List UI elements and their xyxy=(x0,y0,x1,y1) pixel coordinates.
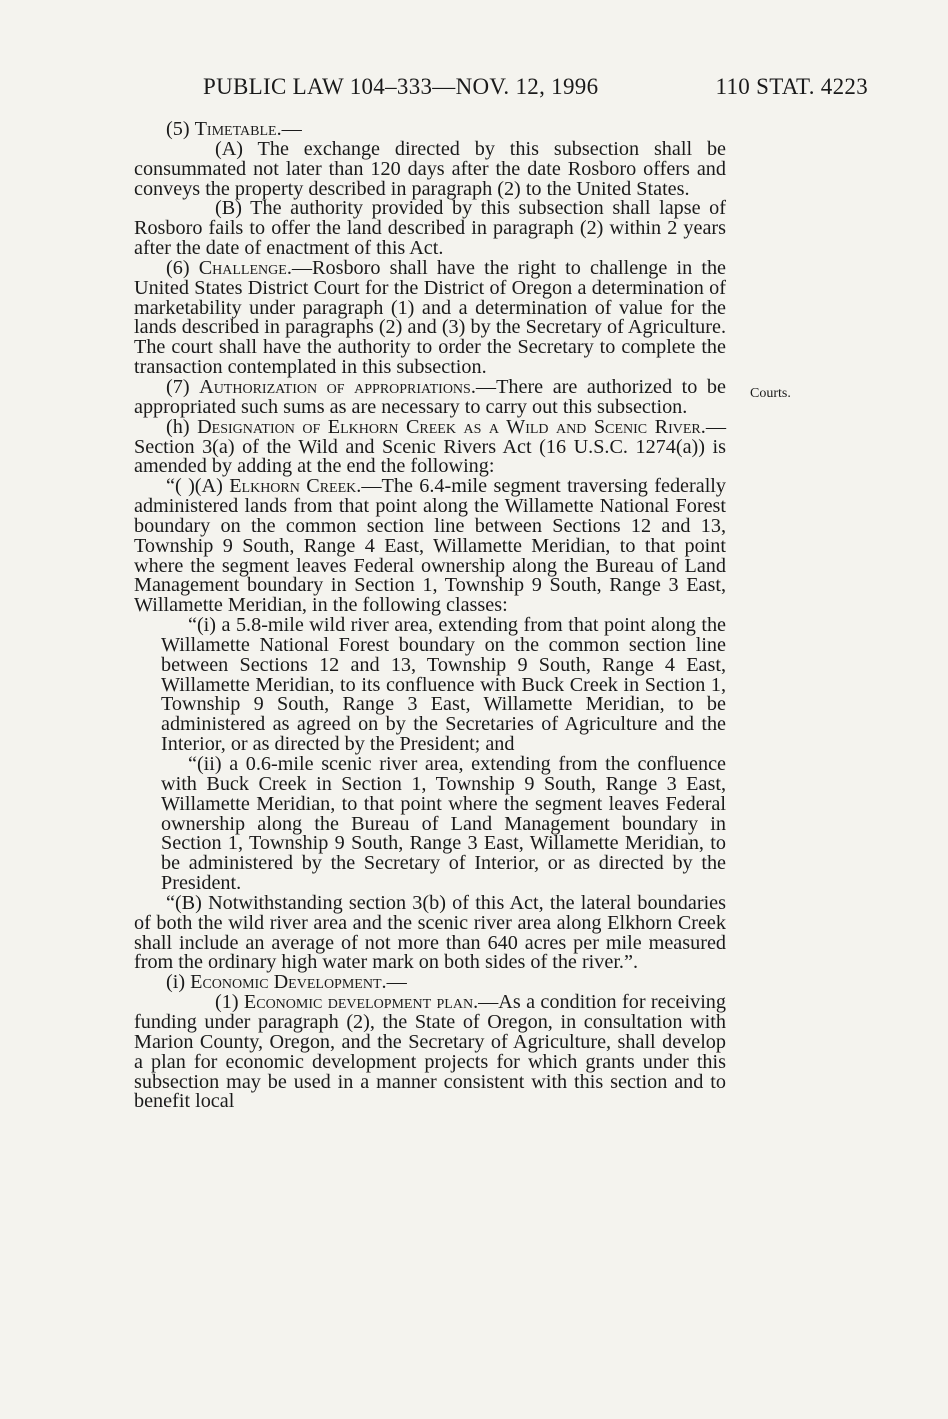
header-stat: 110 STAT. 4223 xyxy=(715,74,868,99)
paragraph-wild-river-area: “(i) a 5.8-mile wild river area, extending from that point along the Willamette National Forest boundary on the common section line between Sections 12 and 13, Township 9 South, Range 4 East, Willamette Meridian, to its confluence with Buck Creek in Section 1, Township 9 South, Range 3 East, Willamette Meridian, to be administered as agreed on by the Secretaries of Agriculture and the Interior, or as directed by the President; and xyxy=(161,614,726,756)
paragraph-i-economic-development: (i) Economic Development.— xyxy=(166,971,407,994)
margin-note: Courts. xyxy=(750,386,791,401)
body-text xyxy=(134,120,726,1112)
header-title: PUBLIC LAW 104–333—NOV. 12, 1996 xyxy=(203,74,599,99)
paragraph-5-timetable: (5) Timetable.— xyxy=(166,118,302,140)
paragraph-lateral-boundaries: “(B) Notwithstanding section 3(b) of this Act, the lateral boundaries of both the wild river area and the scenic river area along Elkhorn Creek shall include an average of not more than 640 acres per mile measured from the ordinary high water mark on both sides of the river.”. xyxy=(134,891,726,974)
paragraph-7-authorization: (7) Authorization of appropriations.—There are authorized to be appropriated such sums as are necessary to carry out this subsection. xyxy=(134,375,726,418)
paragraph-h-designation: (h) Designation of Elkhorn Creek as a Wild and Scenic River.—Section 3(a) of the Wild and Scenic Rivers Act (16 U.S.C. 1274(a)) is amended by adding at the end the following: xyxy=(134,415,726,478)
paragraph-6-challenge: (6) Challenge.—Rosboro shall have the right to challenge in the United States District Court for the District of Oregon a determination of marketability under paragraph (1) and a determination of value for the lands described in paragraphs (2) and (3) by the Secretary of Agriculture. The court shall have the authority to order the Secretary to complete the transaction contemplated in this subsection. xyxy=(134,256,726,379)
paragraph-5b: (B) The authority provided by this subsection shall lapse of Rosboro fails to offer the land described in paragraph (2) within 2 years after the date of enactment of this Act. xyxy=(134,197,726,260)
page-header xyxy=(203,74,868,100)
paragraph-1-economic-plan: (1) Economic development plan.—As a condition for receiving funding under paragraph (2), the State of Oregon, in consultation with Marion County, Oregon, and the Secretary of Agriculture, shall develop a plan for economic development projects for which grants under this subsection may be used in a manner consistent with this section and to benefit local xyxy=(134,991,726,1113)
paragraph-elkhorn-creek: “( )(A) Elkhorn Creek.—The 6.4-mile segment traversing federally administered lands from that point along the Willamette National Forest boundary on the common section line between Sections 12 and 13, Township 9 South, Range 4 East, Willamette Meridian, to that point where the segment leaves Federal ownership along the Bureau of Land Management boundary in Section 1, Township 9 South, Range 3 East, Willamette Meridian, in the following classes: xyxy=(134,475,727,617)
paragraph-5a: (A) The exchange directed by this subsection shall be consummated not later than 120 days after the date Rosboro offers and conveys the property described in paragraph (2) to the United States. xyxy=(134,137,726,200)
paragraph-scenic-river-area: “(ii) a 0.6-mile scenic river area, extending from the confluence with Buck Creek in Section 1, Township 9 South, Range 3 East, Willamette Meridian, to that point where the segment leaves Federal ownership along the Bureau of Land Management boundary in Section 1, Township 9 South, Range 3 East, Willamette Meridian, to be administered by the Secretary of Interior, or as directed by the President. xyxy=(161,753,726,895)
